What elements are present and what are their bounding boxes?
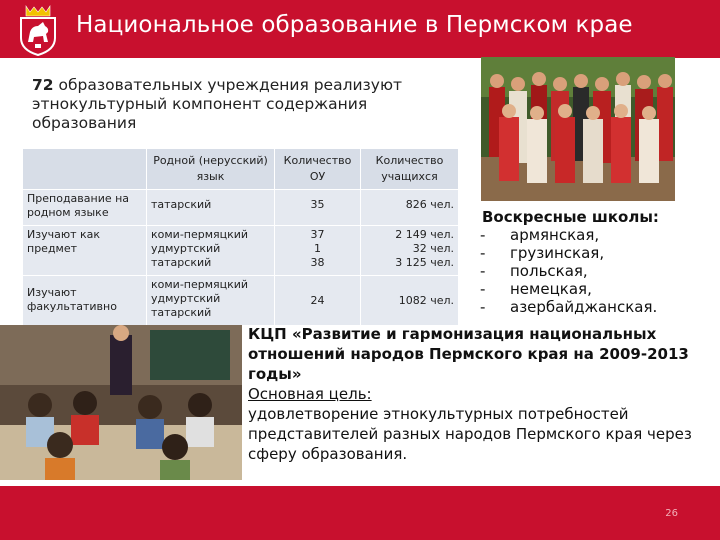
ou-value: 1 [314,242,321,255]
row-native-ou: 35 [275,190,361,226]
row-optional-languages [147,276,275,326]
list-item: - польская, [480,262,588,280]
row-native-students: 826 чел. [361,190,459,226]
sunday-school-name: немецкая, [510,280,592,298]
ou-value: 37 [310,228,325,241]
sunday-school-name: польская, [510,262,588,280]
language-item: коми-пермяцкий [151,228,249,241]
list-item: - грузинская, [480,244,605,262]
students-value: 3 125 чел. [395,256,454,269]
sunday-school-name: азербайджанская. [510,298,658,316]
intro-description: образовательных учреждения реализуют этнокультурный компонент содержания образования [32,76,403,132]
footer-bar [0,486,720,540]
ou-value: 38 [310,256,325,269]
table-header-ou: Количество ОУ [275,149,361,190]
sunday-school-name: армянская, [510,226,600,244]
table-row [23,190,459,226]
page-title: Национальное образование в Пермском крае [76,12,633,38]
table-header-row [23,149,459,190]
list-item: - армянская, [480,226,600,244]
intro-text [32,76,432,133]
kcp-goal-text: удовлетворение этнокультурных потребностей представителей разных народов Пермского края через сферу образования. [248,405,692,463]
sunday-school-name: грузинская, [510,244,605,262]
language-item: коми-пермяцкий [151,278,249,291]
languages-table [22,148,459,326]
row-optional-ou: 24 [275,276,361,326]
row-subject-students [361,226,459,276]
list-item: - немецкая, [480,280,592,298]
kcp-program-block [248,324,713,464]
sunday-schools-list [480,208,715,316]
kcp-title: КЦП «Развитие и гармонизация национальных отношений народов Пермского края на 2009-2013 годы» [248,325,689,383]
table-row [23,226,459,276]
institutions-count: 72 [32,76,54,94]
language-item: удмуртский [151,242,221,255]
language-item: удмуртский [151,292,221,305]
row-label-native: Преподавание на родном языке [23,190,147,226]
row-subject-languages [147,226,275,276]
language-item: татарский [151,256,212,269]
table-header-empty [23,149,147,190]
table-header-language: Родной (нерусский) язык [147,149,275,190]
language-item: татарский [151,306,212,319]
row-subject-ou [275,226,361,276]
table-row [23,276,459,326]
students-value: 2 149 чел. [395,228,454,241]
sunday-schools-heading: Воскресные школы: [482,208,659,226]
coat-of-arms-icon [18,4,58,56]
kcp-goal-label: Основная цель: [248,385,372,403]
folk-ensemble-photo [481,57,675,201]
table-header-students: Количество учащихся [361,149,459,190]
row-label-subject: Изучают как предмет [23,226,147,276]
row-native-language: татарский [147,190,275,226]
row-optional-students: 1082 чел. [361,276,459,326]
classroom-photo [0,325,242,480]
row-label-optional: Изучают факультативно [23,276,147,326]
list-item: - азербайджанская. [480,298,658,316]
header-bar [0,0,720,58]
students-value: 32 чел. [412,242,454,255]
page-number: 26 [665,508,678,519]
